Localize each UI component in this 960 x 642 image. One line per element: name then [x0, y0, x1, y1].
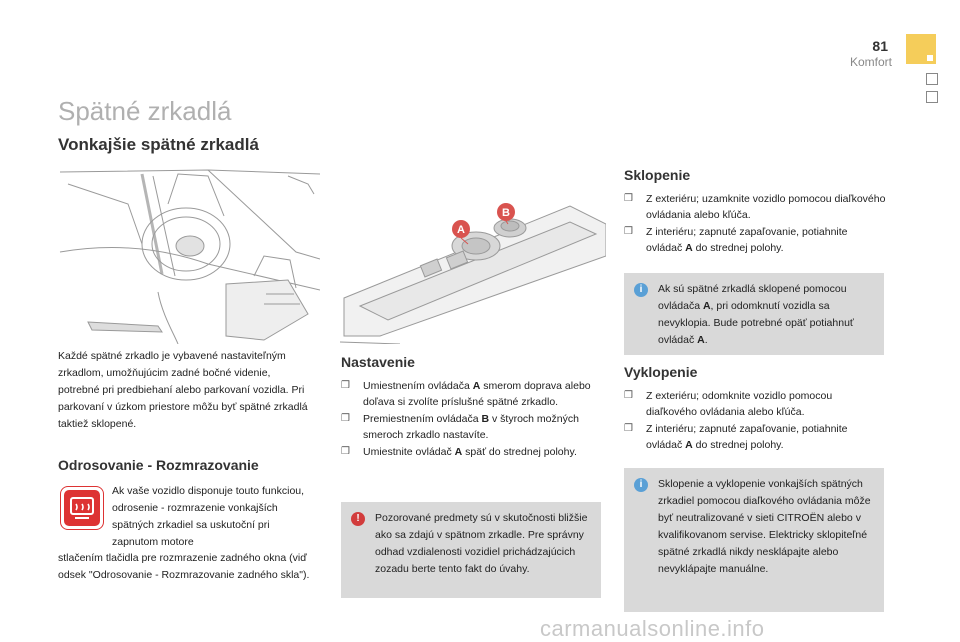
nastavenie-item: ❒ Umiestnite ovládač A späť do strednej polohy. [341, 446, 577, 458]
checkbox-icon: ❒ [624, 423, 633, 434]
sklopenie-item: ❒ Z exteriéru; uzamknite vozidlo pomocou diaľkového ovládania alebo kľúča. [624, 193, 886, 221]
vyklopenie-info-text: Sklopenie a vyklopenie vonkajších spätných zrkadiel pomocou diaľkového ovládania môže byť neutralizované v sieti CITROËN alebo v kvalifikovanom servise. Elektricky sklopiteľné spätné zrkadlá nikdy nesklápajte alebo nevyklápajte manuálne. [658, 478, 871, 575]
vyklopenie-list [624, 388, 886, 454]
dashboard-drawing [58, 164, 320, 344]
checkbox-icon: ❒ [341, 380, 350, 391]
control-panel-drawing [340, 186, 606, 344]
checkbox-icon: ❒ [341, 413, 350, 424]
vyklopenie-item: ❒ Z exteriéru; odomknite vozidlo pomocou diaľkového ovládania alebo kľúča. [624, 390, 833, 418]
checkbox-icon: ❒ [624, 390, 633, 401]
defrost-heading: Odrosovanie - Rozmrazovanie [58, 457, 259, 473]
chapter-tab [926, 73, 938, 85]
vyklopenie-item: ❒ Z interiéru; zapnuté zapaľovanie, potiahnite ovládač A do strednej polohy. [624, 423, 848, 451]
page-number: 81 [872, 38, 888, 54]
info-icon: i [634, 478, 648, 492]
label-a: A [457, 224, 465, 236]
warning-note [341, 502, 601, 598]
watermark: carmanualsonline.info [540, 616, 765, 641]
nastavenie-item: ❒ Premiestnením ovládača B v štyroch možných smeroch zrkadlo nastavíte. [341, 413, 579, 441]
mirror-control-illustration [340, 186, 606, 344]
warning-icon: ! [351, 512, 365, 526]
sklopenie-item: ❒ Z interiéru; zapnuté zapaľovanie, potiahnite ovládač A do strednej polohy. [624, 226, 848, 254]
sklopenie-heading: Sklopenie [624, 167, 691, 183]
sklopenie-info-text: Ak sú spätné zrkadlá sklopené pomocou ovládača A, pri odomknutí vozidla sa nevyklopia. Bude potrebné opäť potiahnuť ovládač A. [658, 283, 854, 346]
section-subtitle: Vonkajšie spätné zrkadlá [58, 135, 259, 154]
chapter-tab-active [906, 34, 936, 64]
label-b: B [502, 207, 510, 219]
vyklopenie-heading: Vyklopenie [624, 364, 698, 380]
vyklopenie-info-note [624, 468, 884, 612]
info-icon: i [634, 283, 648, 297]
intro-paragraph: Každé spätné zrkadlo je vybavené nastaviteľným zrkadlom, umožňujúcim zadné bočné videnie, potrebné pri predbiehaní alebo parkovaní vozidla. Pri parkovaní v úzkom priestore môžu byť spätné zrkadlá taktiež sklopené. [58, 350, 308, 430]
page-title: Spätné zrkadlá [58, 96, 232, 126]
chapter-tab [926, 91, 938, 103]
nastavenie-list [341, 378, 599, 461]
sklopenie-list [624, 191, 886, 257]
checkbox-icon: ❒ [624, 193, 633, 204]
defrost-text-part1: Ak vaše vozidlo disponuje touto funkciou, odrosenie - rozmrazenie vonkajších spätných zrkadiel sa uskutoční pri zapnutom motore [112, 485, 305, 548]
defrost-symbol-icon [64, 490, 100, 526]
dashboard-illustration [58, 164, 320, 344]
nastavenie-item: ❒ Umiestnením ovládača A smerom doprava alebo doľava si zvolíte príslušné spätné zrkadlo. [341, 380, 591, 408]
checkbox-icon: ❒ [341, 446, 350, 457]
defrost-text-part2: stlačením tlačidla pre rozmrazenie zadného okna (viď odsek "Odrosovanie - Rozmrazovanie zadného skla"). [58, 552, 310, 581]
section-name: Komfort [849, 55, 892, 69]
sklopenie-info-note [624, 273, 884, 355]
rear-defrost-button-icon [60, 486, 104, 530]
checkbox-icon: ❒ [624, 226, 633, 237]
nastavenie-heading: Nastavenie [341, 354, 415, 370]
warning-text: Pozorované predmety sú v skutočnosti bližšie ako sa zdajú v spätnom zrkadle. Pre správny odhad vzdialenosti vozidiel prichádzajúcich zozadu berte tento fakt do úvahy. [375, 512, 588, 575]
